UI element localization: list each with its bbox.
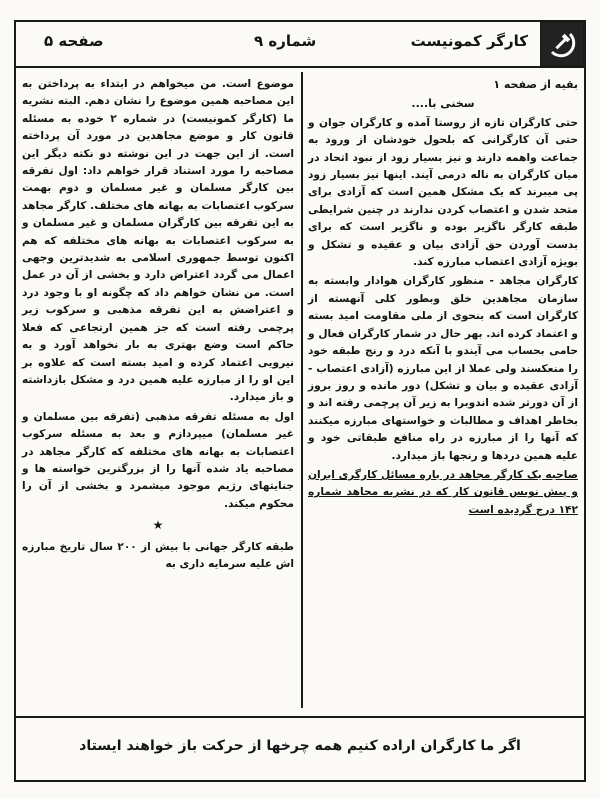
footer-slogan: اگر ما کارگران اراده کنیم همه چرخها از حرکت باز خواهند ایستاد [79,738,521,754]
paragraph: صاحبه یک کارگر مجاهد در باره مسائل کارگری ایران و پیش نویس قانون کار که در نشریه مجاهد شماره ۱۴۲ درج گردیده است [308,468,578,516]
star-separator: ★ [152,518,164,533]
article-subtitle: سخنی با.... [411,97,475,111]
hammer-sickle-icon [544,26,580,62]
page-number: صفحه ۵ [44,32,104,50]
right-column [308,76,578,521]
paragraph: حتی کارگران تازه از روستا آمده و کارگران جوان و حتی آن کارگرانی که بلحول خودشان از ورود به جماعت واهمه دارند و نیز بسیار زود از نبود اتحاد در میان کارگران به ناله درمی آیند. اینها نیز بسیار زود پی میبرند که یک مشکل همین است که آزادی برای متحد شدن و اعتصاب کردن ندارند در چنین شرایطی طبقه کارگر ناگزیر بوده و ناگزیر است که برای بدست آوردن حق آزادی بیان و عقیده و تشکل و بویژه آزادی اعتصاب مبارزه کند. [308,116,578,269]
paragraph: کارگران مجاهد - منظور کارگران هوادار وابسته به سازمان مجاهدین خلق وبطور کلی آنهسته از کارگران است که بنحوی از ملی مقاومت امید بسته و اعتماد کرده اند. بهر حال در شمار کارگران فعال و حامی بحساب می آیندو با آنکه درد و رنج طبقه خود را منعکسند ولی عملا از این مبارزه (آزادی اعتصاب - آزادی عقیده و بیان و تشکل) دور مانده و روز بروز از آن دورتر شده اندوبرا به زیر آن پرچمی رفته اند و بخاطر اهداف و مطالبات و خواستهای مبارزه میکنند که آنها را از مبارزه در راه منافع طبقاتی خود و علیه همین دردها و رنجها باز میدارد. [308,275,578,462]
newspaper-title: کارگر کمونیست [410,32,528,50]
continued-from-label: بقیه از صفحه ۱ [493,78,578,91]
paragraph: موضوع است. من میخواهم در ابتداء به پرداختن به این مصاحبه همین موضوع را نشان دهم. البته نشریه ما (کارگر کمونیست) در شماره ۲ خوده به مسئله قانون کار و موضع مجاهدین در مورد آن پرداخته است. از این جهت در این نوشته دو نکته دیگر این مصاحبه را مورد استناد قرار خواهم داد: اول تفرقه بین کارگر مسلمان و غیر مسلمان و دوم بهمت سرکوب اعتصابات به بهانه های مختلف. کارگر مجاهد به این تفرقه بین کارگران مسلمان و غیر مسلمان و به سرکوب اعتصابات به بهانه های مختلفه که هم اکنون توسط جمهوری اسلامی به شدیدترین وجهی اعمال می گردد اعتراض دارد و بخشی از آن در عمل است. من نشان خواهم داد که چگونه او با وجود درد و اعتراضش به این تفرقه مذهبی و سرکوب زیر پرچمی رفته است که جز همین ارتجاعی که فعلا حاکم است وضع بهتری به بار نخواهد آورد و به نیرویی اعتماد کرده و امید بسته است که علاوه بر این او را از مبارزه علیه همین درد و مشکل بازداشته و باز میدارد. [22,78,294,404]
hammer-sickle-logo [540,22,584,66]
column-divider [301,72,303,708]
closing-paragraph: طبقه کارگر جهانی با بیش از ۲۰۰ سال تاریخ مبارزه اش علیه سرمایه داری به [22,540,294,570]
paragraph: اول به مسئله تفرقه مذهبی (تفرقه بین مسلمان و غیر مسلمان) میپردازم و بعد به مسئله سرکوب اعتصابات به بهانه های مختلفه که کارگر مجاهد در مصاحبه یاد شده آنها را از بزرگترین خواسته ها و جنایتهای رژیم موجود میشمرد و بخشی از آن را محکوم میکند. [22,410,294,510]
page-header [14,20,586,68]
article-columns [14,68,586,716]
page-footer [14,716,586,782]
issue-number: شماره ۹ [254,32,317,50]
left-column [22,76,294,575]
